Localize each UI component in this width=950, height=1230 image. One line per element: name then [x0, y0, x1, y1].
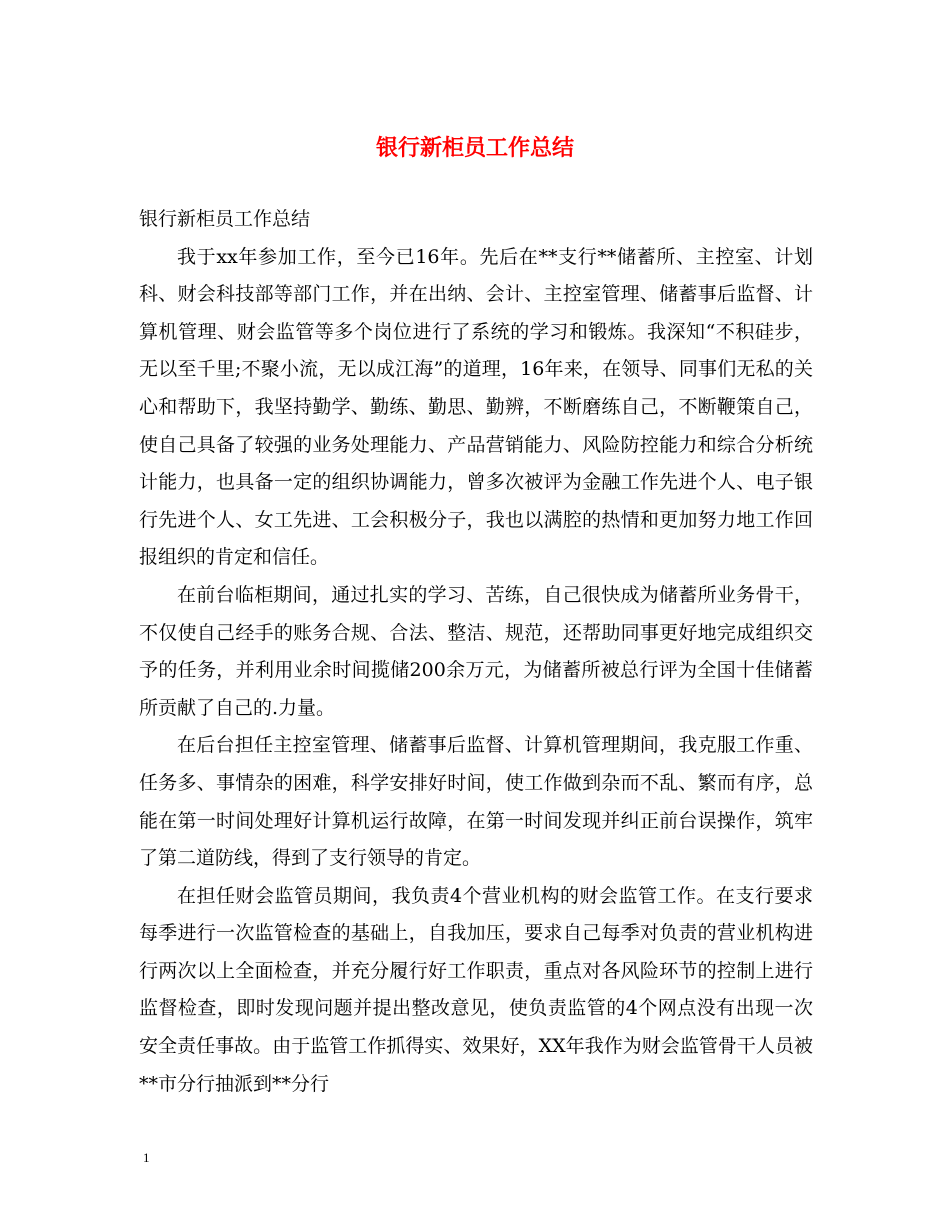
- paragraph: 我于xx年参加工作，至今已16年。先后在**支行**储蓄所、主控室、计划科、财会科技部等部门工作，并在出纳、会计、主控室管理、储蓄事后监督、计算机管理、财会监管等多个岗位进行了系统的学习和锻炼。我深知“不积硅步，无以至千里;不聚小流，无以成江海”的道理，16年来，在领导、同事们无私的关心和帮助下，我坚持勤学、勤练、勤思、勤辨，不断磨练自己，不断鞭策自己，使自己具备了较强的业务处理能力、产品营销能力、风险防控能力和综合分析统计能力，也具备一定的组织协调能力，曾多次被评为金融工作先进个人、电子银行先进个人、女工先进、工会积极分子，我也以满腔的热情和更加努力地工作回报组织的肯定和信任。: [139, 245, 813, 569]
- document-subtitle: 银行新柜员工作总结: [139, 208, 311, 230]
- paragraph: 在前台临柜期间，通过扎实的学习、苦练，自己很快成为储蓄所业务骨干，不仅使自己经手的账务合规、合法、整洁、规范，还帮助同事更好地完成组织交予的任务，并利用业余时间揽储200余万元，为储蓄所被总行评为全国十佳储蓄所贡献了自己的.力量。: [139, 583, 813, 719]
- paragraph: 在担任财会监管员期间，我负责4个营业机构的财会监管工作。在支行要求每季进行一次监管检查的基础上，自我加压，要求自己每季对负责的营业机构进行两次以上全面检查，并充分履行好工作职责，重点对各风险环节的控制上进行监督检查，即时发现问题并提出整改意见，使负责监管的4个网点没有出现一次安全责任事故。由于监管工作抓得实、效果好，XX年我作为财会监管骨干人员被**市分行抽派到**分行: [139, 884, 813, 1095]
- document-body: [139, 201, 813, 1103]
- page-number: 1: [143, 1150, 150, 1165]
- paragraph: 在后台担任主控室管理、储蓄事后监督、计算机管理期间，我克服工作重、任务多、事情杂的困难，科学安排好时间，使工作做到杂而不乱、繁而有序，总能在第一时间处理好计算机运行故障，在第一时间发现并纠正前台误操作，筑牢了第二道防线，得到了支行领导的肯定。: [139, 734, 813, 870]
- document-title: 银行新柜员工作总结: [375, 135, 574, 161]
